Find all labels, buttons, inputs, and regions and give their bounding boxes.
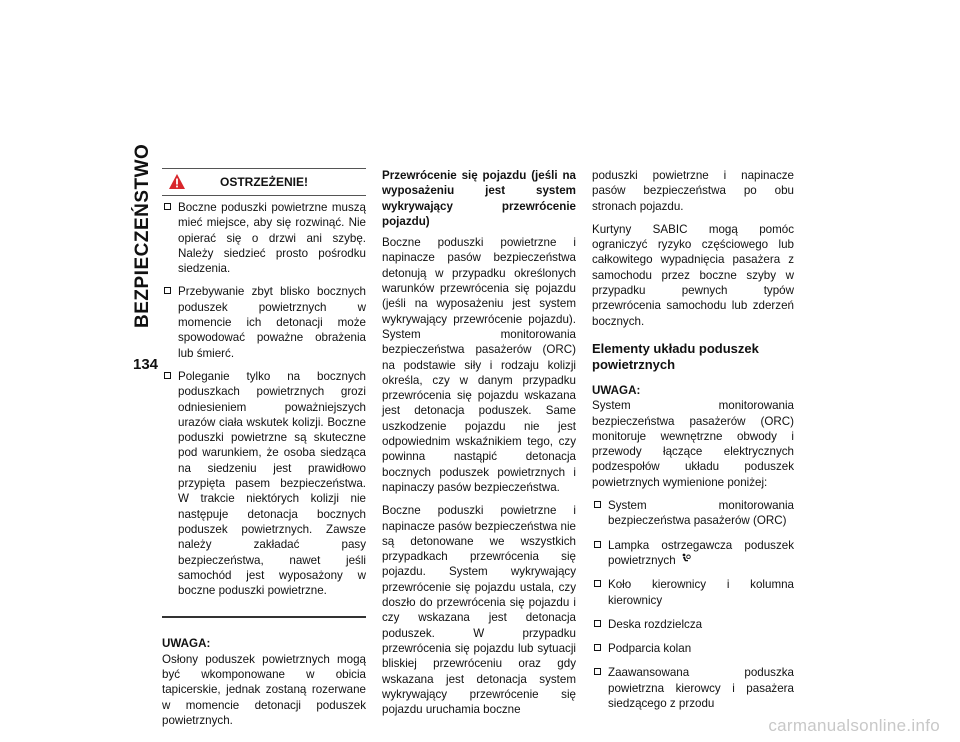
column-1	[162, 168, 366, 736]
section-heading: Elementy układu poduszek powietrznych	[592, 340, 759, 372]
rollover-heading: Przewrócenie się pojazdu (jeśli na wyposażeniu jest system wykrywający przewrócenie pojazdu)	[382, 169, 576, 228]
note-label: UWAGA:	[592, 383, 641, 397]
column-3	[592, 168, 794, 720]
warning-item: Boczne poduszki powietrzne muszą mieć miejsce, aby się rozwinąć. Nie opierać się o drzwi ani szybę. Należy siedzieć prosto pośrodku siedzenia.	[162, 200, 366, 276]
component-list	[592, 498, 794, 711]
warning-item: Poleganie tylko na bocznych poduszkach powietrznych grozi odniesieniem poważniejszych urazów ciała wskutek kolizji. Boczne poduszki powietrzne są skuteczne pod warunkiem, że osoba siedząca na siedzeniu jest prawidłowo przypięta pasem bezpieczeństwa. W trakcie niektórych kolizji nie następuje detonacja bocznych poduszek powietrznych. Zawsze należy zakładać pasy bezpieczeństwa, nawet jeśli samochód jest wyposażony w boczne poduszki powietrzne.	[162, 369, 366, 598]
paragraph: Boczne poduszki powietrzne i napinacze pasów bezpieczeństwa detonują w przypadku określonych warunków przewrócenia się pojazdu (jeśli na wyposażeniu jest system wykrywający przewrócenie pojazdu). System monitorowania bezpieczeństwa pasażerów (ORC) na podstawie siły i rodzaju kolizji określa, czy w danym przypadku przewrócenia się pojazdu wskazana jest detonacja poduszek. Same uszkodzenie pojazdu nie jest odpowiednim wskaźnikiem tego, czy powinna nastąpić detonacja bocznych poduszek powietrznych i napinaczy pasów bezpieczeństwa.	[382, 236, 576, 494]
watermark: carmanualsonline.info	[768, 716, 940, 735]
list-item-text: Lampka ostrzegawcza poduszek powietrznych	[608, 538, 794, 567]
paragraph: poduszki powietrzne i napinacze pasów bezpieczeństwa po obu stronach pojazdu.	[592, 169, 794, 213]
warning-triangle-icon	[168, 173, 186, 190]
warning-item: Przebywanie zbyt blisko bocznych poduszek powietrznych w momencie ich detonacji może spowodować poważne obrażenia lub śmierć.	[162, 284, 366, 360]
column-2	[382, 168, 576, 725]
list-item: Deska rozdzielcza	[592, 617, 794, 632]
list-item: Zaawansowana poduszka powietrzna kierowcy i pasażera siedzącego z przodu	[592, 665, 794, 711]
warning-list	[162, 200, 366, 598]
paragraph: Boczne poduszki powietrzne i napinacze pasów bezpieczeństwa nie są detonowane we wszystkich przypadkach przewrócenia się pojazdu. System wykrywający przewrócenie się pojazdu ustala, czy doszło do przewrócenia się pojazdu i czy wskazana jest detonacja poduszek. W przypadku przewrócenia się pojazdu lub sytuacji bliskiej przewróceniu oraz gdy wskazana jest detonacja system wykrywający przewrócenie się pojazdu uruchamia boczne	[382, 504, 576, 717]
section-title: BEZPIECZEŃSTWO	[132, 143, 153, 328]
page-number: 134	[133, 356, 159, 373]
warning-title: OSTRZEŻENIE!	[219, 175, 308, 189]
note-label: UWAGA:	[162, 637, 211, 651]
warning-box	[162, 168, 366, 618]
list-item: Podparcia kolan	[592, 641, 794, 656]
warning-header	[162, 169, 366, 196]
airbag-icon	[680, 553, 691, 564]
note-text: Osłony poduszek powietrznych mogą być wkomponowane w obicia tapicerskie, jednak zostaną rozerwane w momencie detonacji poduszek powietrznych.	[162, 652, 366, 727]
paragraph: Kurtyny SABIC mogą pomóc ograniczyć ryzyko częściowego lub całkowitego wypadnięcia pasażera z samochodu przez boczne szyby w przypadku pewnych typów przewrócenia samochodu lub zderzeń bocznych.	[592, 222, 794, 328]
note-text: System monitorowania bezpieczeństwa pasażerów (ORC) monitoruje wewnętrzne obwody i przewody łączące elektrycznych podzespołów układu poduszek powietrznych wymienione poniżej:	[592, 399, 794, 489]
note-block	[162, 636, 366, 728]
list-item	[592, 538, 794, 569]
list-item: System monitorowania bezpieczeństwa pasażerów (ORC)	[592, 498, 794, 529]
list-item: Koło kierownicy i kolumna kierownicy	[592, 577, 794, 608]
